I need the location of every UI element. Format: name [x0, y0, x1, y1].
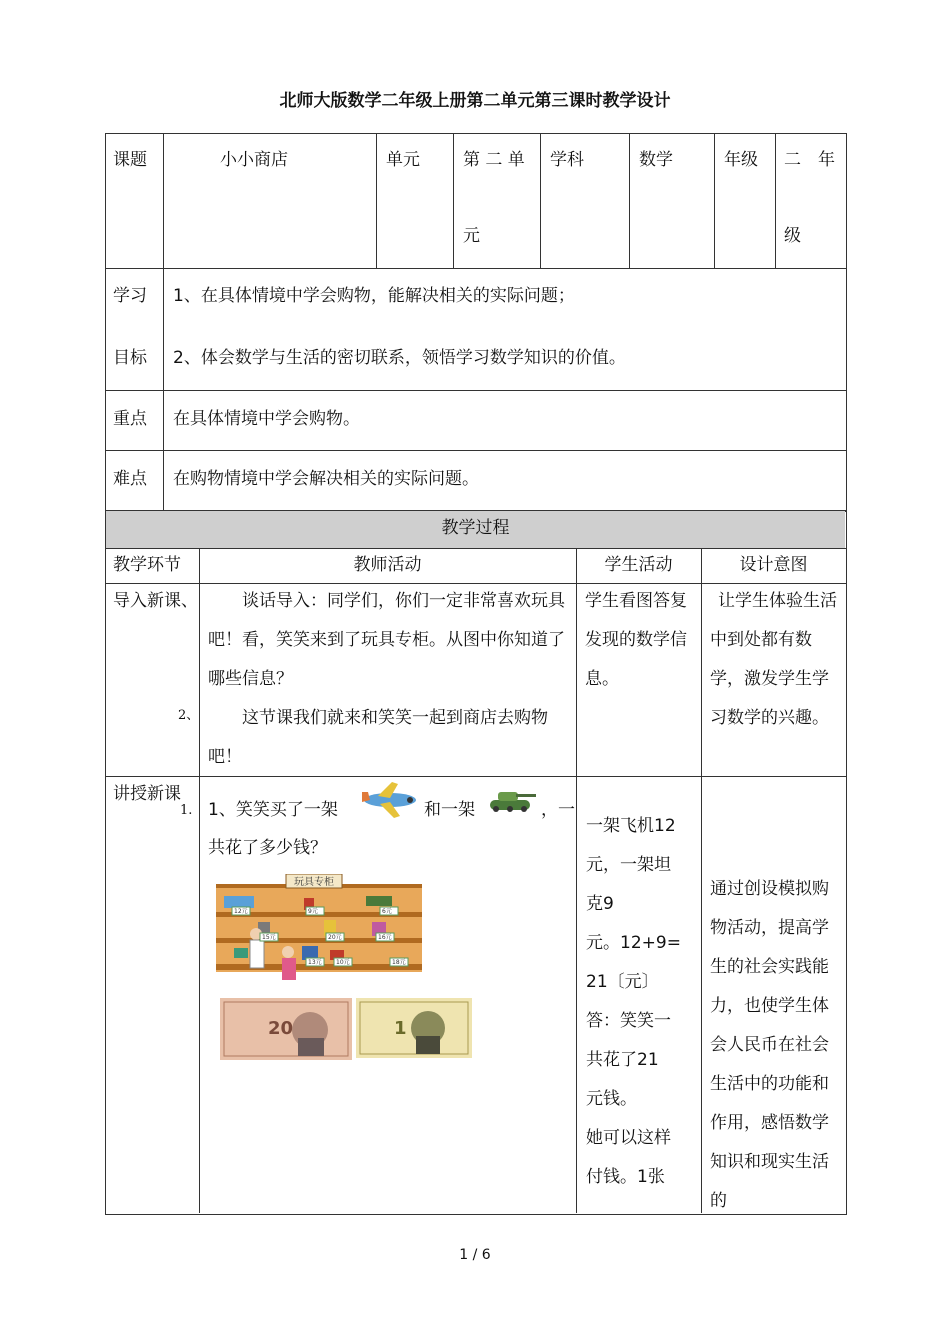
row1-student: 学生看图答复发现的数学信息。 — [585, 591, 687, 689]
row2-question-b: 和一架 — [424, 800, 475, 820]
price-tag-label: 20元 — [328, 934, 342, 941]
row2-student-line: 元，一架坦 — [586, 855, 671, 875]
header-table — [105, 133, 847, 512]
row2-student-line: 付钱。1张 — [586, 1167, 665, 1187]
col-student: 学生活动 — [604, 555, 673, 575]
banknote-1-yuan — [356, 998, 472, 1058]
lesson-value: 小小商店 — [220, 150, 288, 170]
grade-value: 二 年 — [784, 150, 835, 170]
row2-student-line: 她可以这样 — [586, 1128, 671, 1148]
row1-teacher-p1: 谈话导入：同学们，你们一定非常喜欢玩具吧！看，笑笑来到了玩具专柜。从图中你知道了哪些信息？ — [208, 591, 565, 689]
unit-value-cont: 元 — [463, 226, 480, 246]
shelf-sign: 玩具专柜 — [294, 877, 334, 888]
page-number: 1 / 6 — [459, 1247, 491, 1263]
price-tag-label: 15元 — [262, 934, 276, 941]
row2-num1: 1. — [180, 803, 193, 818]
key-point-text: 在具体情境中学会购物。 — [173, 409, 360, 429]
price-tag-label: 6元 — [382, 908, 392, 915]
difficulty-text: 在购物情境中学会解决相关的实际问题。 — [173, 469, 479, 489]
row2-question-c: ，一 — [541, 800, 575, 820]
process-heading: 教学过程 — [441, 518, 510, 538]
goals-label: 学习 — [113, 286, 147, 306]
row2-intent: 通过创设模拟购物活动，提高学生的社会实践能力，也使学生体会人民币在社会生活中的功能和作用，感悟数学知识和现实生活的 — [710, 879, 829, 1211]
row2-student-line: 共花了21 — [586, 1050, 659, 1070]
note-20-value: 20 — [268, 1018, 294, 1039]
note-1-value: 1 — [394, 1018, 407, 1039]
goal-item-1: 1、在具体情境中学会购物，能解决相关的实际问题； — [173, 286, 575, 306]
row2-stage: 讲授新课 — [113, 784, 181, 804]
row2-student-line: 元钱。 — [586, 1089, 637, 1109]
difficulty-label: 难点 — [113, 469, 147, 489]
price-tag-label: 12元 — [234, 908, 248, 915]
row1-num2: 2、 — [178, 708, 200, 723]
unit-value: 第 二 单 — [463, 150, 525, 170]
banknote-20-yuan — [220, 998, 352, 1060]
row1-intent: 让学生体验生活中到处都有数学，激发学生学习数学的兴趣。 — [710, 591, 837, 728]
page-title: 北师大版数学二年级上册第二单元第三课时教学设计 — [279, 91, 671, 111]
col-stage: 教学环节 — [113, 555, 181, 575]
subject-label: 学科 — [550, 150, 584, 170]
unit-label: 单元 — [386, 150, 420, 170]
price-tag-label: 9元 — [308, 908, 318, 915]
row2-student-line: 克9 — [586, 894, 614, 914]
goal-item-2: 2、体会数学与生活的密切联系，领悟学习数学知识的价值。 — [173, 348, 626, 368]
goals-label-cont: 目标 — [113, 348, 147, 368]
row2-question-a: 1、笑笑买了一架 — [208, 800, 338, 820]
toy-shelf-illustration — [212, 874, 424, 988]
lesson-label: 课题 — [113, 150, 147, 170]
price-tag-label: 13元 — [308, 959, 322, 966]
price-tag-label: 18元 — [392, 959, 406, 966]
row2-student-line: 21〔元〕 — [586, 972, 659, 992]
row1-stage: 导入新课、 — [113, 591, 198, 611]
airplane-toy-icon — [358, 780, 422, 822]
grade-value-cont: 级 — [784, 226, 801, 246]
row2-student-line: 答：笑笑一 — [586, 1011, 671, 1031]
col-intent: 设计意图 — [739, 555, 808, 575]
row2-question-d: 共花了多少钱？ — [208, 838, 327, 858]
row1-teacher-p2: 这节课我们就来和笑笑一起到商店去购物吧！ — [208, 708, 548, 767]
key-point-label: 重点 — [113, 409, 147, 429]
subject-value: 数学 — [639, 150, 673, 170]
price-tag-label: 16元 — [378, 934, 392, 941]
row2-student-line: 一架飞机12 — [586, 816, 676, 836]
grade-label: 年级 — [724, 150, 758, 170]
row2-student-line: 元。12+9= — [586, 933, 681, 953]
price-tag-label: 10元 — [336, 959, 350, 966]
tank-toy-icon — [484, 782, 540, 818]
col-teacher: 教师活动 — [353, 555, 422, 575]
